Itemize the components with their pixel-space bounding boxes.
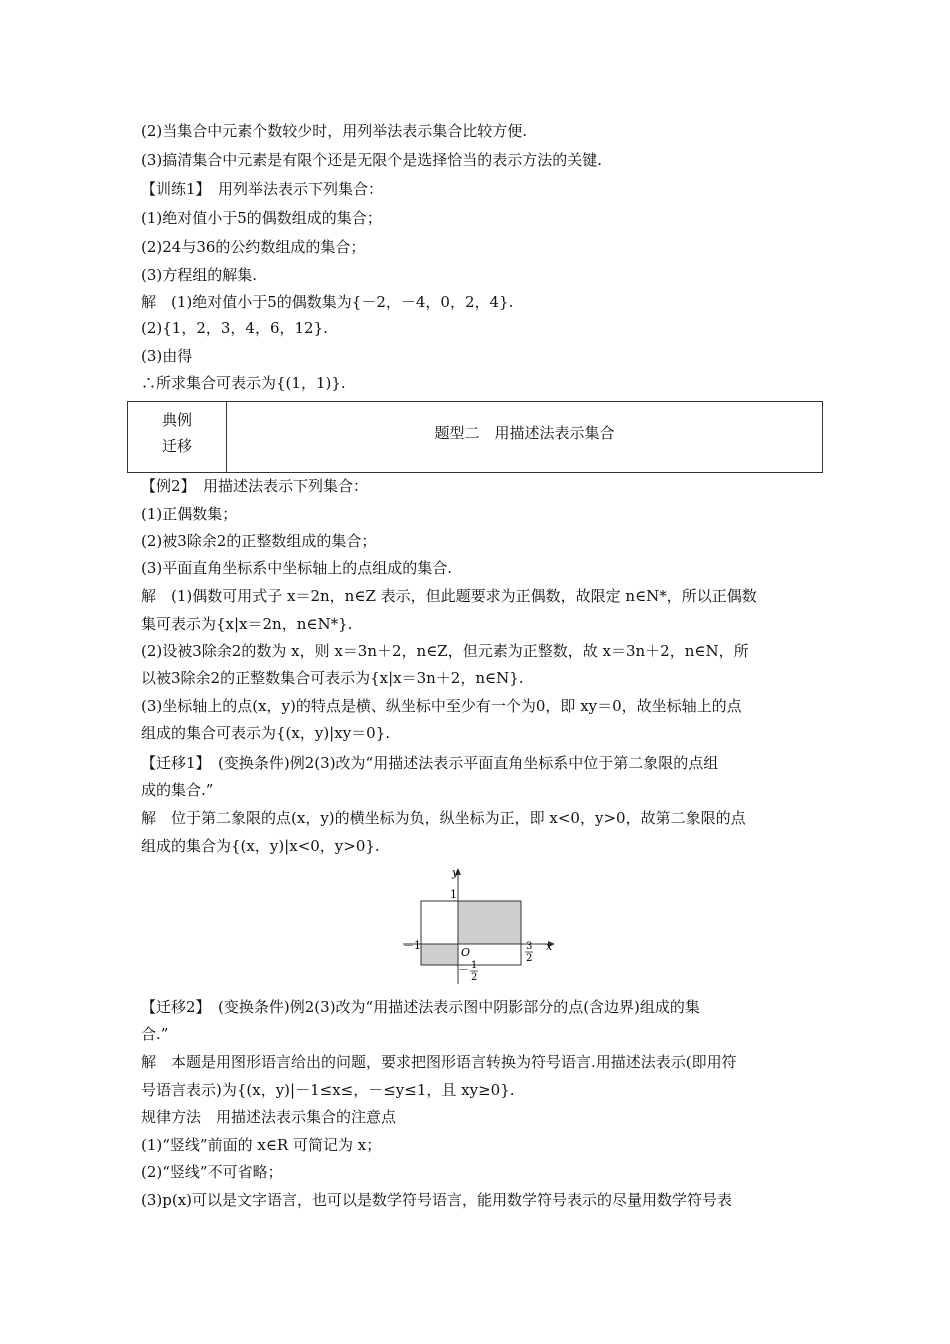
- text-line-20: 组成的集合可表示为{(x，y)|xy＝0}.: [141, 724, 391, 742]
- shaded-region-q1: [458, 901, 521, 944]
- solution-line-27: 解 本题是用图形语言给出的问题，要求把图形语言转换为符号语言.用描述法表示(即用符: [141, 1053, 737, 1071]
- x-axis-label: x: [546, 940, 553, 953]
- text-line-8: (2){1，2，3，4，6，12}.: [141, 319, 328, 337]
- text-line-2: (3)搞清集合中元素是有限个还是无限个是选择恰当的表示方法的关键.: [141, 151, 603, 169]
- text-line-16: 集可表示为{x|x＝2n，n∈N*}.: [141, 615, 353, 633]
- text-line-4: (1)绝对值小于5的偶数组成的集合；: [141, 209, 382, 227]
- text-line-19: (3)坐标轴上的点(x，y)的特点是横、纵坐标中至少有一个为0，即 xy＝0，故坐标轴上的点: [141, 697, 742, 715]
- text-line-18: 以被3除余2的正整数集合可表示为{x|x＝3n＋2，n∈N}.: [141, 669, 524, 687]
- text-line-26: 合.”: [141, 1025, 169, 1043]
- y-tick-bottom-numerator: 1: [471, 960, 478, 971]
- section-title: 题型二 用描述法表示集合: [434, 424, 615, 442]
- text-line-1: (2)当集合中元素个数较少时，用列举法表示集合比较方便.: [141, 122, 528, 140]
- section-label-line-1: 典例: [161, 411, 192, 429]
- text-line-12: (1)正偶数集；: [141, 505, 238, 523]
- y-tick-top-label: 1: [450, 888, 457, 901]
- text-line-31: (2)“竖线”不可省略；: [141, 1163, 283, 1181]
- section-label-line-2: 迁移: [161, 437, 192, 455]
- text-line-5: (2)24与36的公约数组成的集合；: [141, 238, 366, 256]
- transfer-2-heading: 【迁移2】 (变换条件)例2(3)改为“用描述法表示图中阴影部分的点(含边界)组成的集: [141, 998, 700, 1016]
- solution-line-1: 解 (1)绝对值小于5的偶数集为{－2，－4，0，2，4}.: [141, 293, 514, 311]
- example-2-heading: 【例2】 用描述法表示下列集合：: [141, 477, 369, 495]
- shaded-region-q3: [421, 944, 458, 965]
- text-line-32: (3)p(x)可以是文字语言，也可以是数学符号语言，能用数学符号表示的尽量用数学符号表: [141, 1191, 733, 1209]
- section-header-table: [127, 401, 823, 473]
- region-figure: [395, 858, 560, 988]
- text-line-13: (2)被3除余2的正整数组成的集合；: [141, 532, 377, 550]
- text-line-17: (2)设被3除余2的数为 x，则 x＝3n＋2，n∈Z，但元素为正整数，故 x＝3n＋2，n∈N，所: [141, 642, 749, 660]
- transfer-1-heading: 【迁移1】 (变换条件)例2(3)改为“用描述法表示平面直角坐标系中位于第二象限的点组: [141, 754, 719, 772]
- text-line-24: 组成的集合为{(x，y)|x<0，y>0}.: [141, 837, 380, 855]
- x-tick-right-denominator: 2: [526, 953, 533, 964]
- x-tick-right-numerator: 3: [526, 941, 533, 952]
- solution-line-15: 解 (1)偶数可用式子 x＝2n，n∈Z 表示，但此题要求为正偶数，故限定 n∈N*，所以正偶数: [141, 587, 757, 605]
- text-line-30: (1)“竖线”前面的 x∈R 可简记为 x；: [141, 1136, 382, 1154]
- text-line-6: (3)方程组的解集.: [141, 266, 258, 284]
- exercise-1-heading: 【训练1】 用列举法表示下列集合：: [141, 180, 384, 198]
- section-label-cell: [128, 402, 227, 472]
- method-heading: 规律方法 用描述法表示集合的注意点: [141, 1108, 397, 1126]
- text-line-10: ∴所求集合可表示为{(1，1)}.: [141, 374, 346, 392]
- y-axis-label: y: [452, 866, 459, 879]
- y-tick-bottom-denominator: 2: [471, 972, 478, 983]
- origin-label: O: [461, 946, 471, 959]
- text-line-22: 成的集合.”: [141, 781, 214, 799]
- solution-line-23: 解 位于第二象限的点(x，y)的横坐标为负，纵坐标为正，即 x<0，y>0，故第二象限的点: [141, 809, 746, 827]
- text-line-9: (3)由得: [141, 347, 193, 365]
- text-line-28: 号语言表示)为{(x，y)|－1≤x≤，－≤y≤1，且 xy≥0}.: [141, 1081, 515, 1099]
- x-tick-left-label: －1: [403, 939, 421, 952]
- text-line-14: (3)平面直角坐标系中坐标轴上的点组成的集合.: [141, 559, 453, 577]
- y-tick-bottom-sign: －: [458, 963, 469, 976]
